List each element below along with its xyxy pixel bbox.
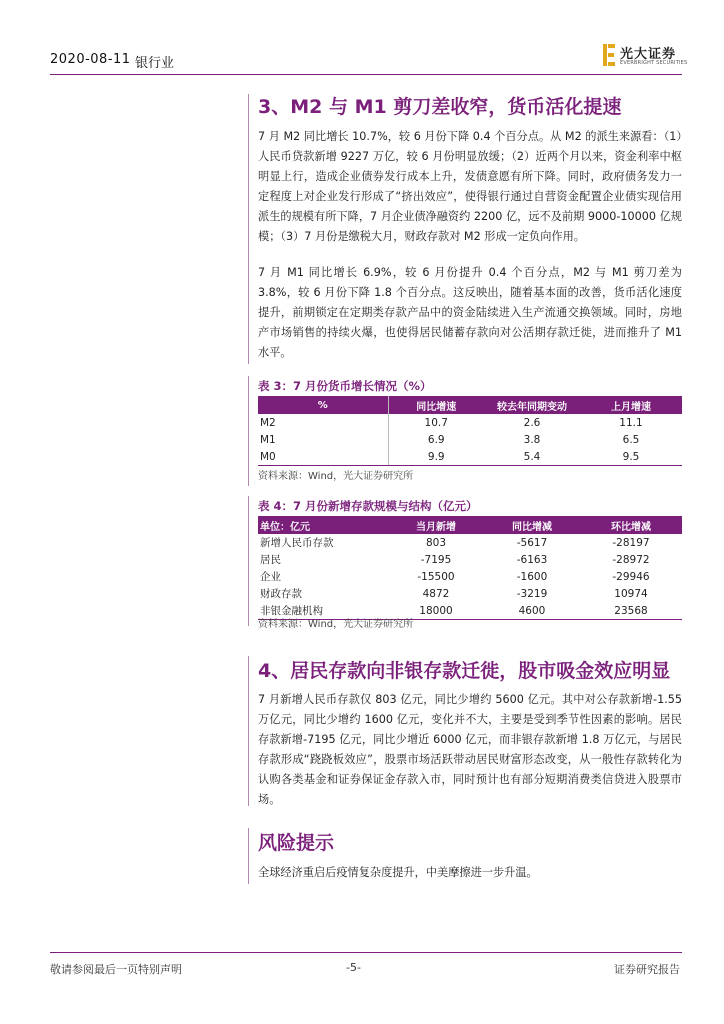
section-3-title: 3、M2 与 M1 剪刀差收窄，货币活化提速 bbox=[258, 96, 622, 118]
table-row bbox=[258, 568, 682, 585]
logo-subtitle: EVERBRIGHT SECURITIES bbox=[620, 60, 688, 66]
table-header-cell: 较去年同期变动 bbox=[484, 396, 580, 414]
row-label: 企业 bbox=[260, 571, 281, 583]
table-4-title: 表 4：7 月份新增存款规模与结构（亿元） bbox=[258, 499, 478, 513]
table-header-cell: 当月新增 bbox=[388, 516, 484, 534]
table-cell: 10974 bbox=[614, 587, 648, 600]
table-row bbox=[258, 448, 682, 466]
table-cell: 803 bbox=[425, 536, 447, 549]
table-cell: 6.9 bbox=[427, 433, 445, 446]
risk-rule bbox=[248, 828, 249, 884]
risk-paragraph: 全球经济重启后疫情复杂度提升，中美摩擦进一步升温。 bbox=[258, 866, 538, 879]
report-date: 2020-08-11 bbox=[50, 52, 131, 67]
table-cell: -3219 bbox=[516, 587, 548, 600]
table-header-row bbox=[258, 516, 682, 534]
footer-disclaimer: 敬请参阅最后一页特别声明 bbox=[50, 963, 182, 976]
logo-mark-icon bbox=[603, 44, 615, 66]
table-cell: 10.7 bbox=[424, 416, 448, 429]
table-row bbox=[258, 585, 682, 602]
row-label: M2 bbox=[258, 414, 388, 431]
table-header-cell: % bbox=[258, 396, 388, 414]
table-header-cell: 单位：亿元 bbox=[258, 516, 388, 534]
table-cell: -5617 bbox=[516, 536, 548, 549]
section-3-rule bbox=[248, 94, 249, 364]
table-cell: 9.5 bbox=[580, 448, 682, 466]
table-cell: -1600 bbox=[516, 570, 548, 583]
table-cell: 4600 bbox=[484, 602, 580, 620]
table-cell: 11.1 bbox=[619, 416, 643, 429]
table-row bbox=[258, 414, 682, 431]
table-row bbox=[258, 431, 682, 448]
table-4-rule bbox=[248, 496, 249, 626]
table-cell: -28972 bbox=[612, 553, 650, 566]
section-4-paragraph-1: 7 月新增人民币存款仅 803 亿元，同比少增约 5600 亿元。其中对公存款新增-1.55 万亿元，同比少增约 1600 亿元，变化并不大，主要是受到季节性因素的影响。居民存款新增-7195 亿元，同比少增近 6000 亿元，而非银存款新增 1.8 万亿元，与居民存款形成“跷跷板效应”，股票市场活跃带动居民财富形态改变，从一般性存款转化为认购各类基金和证券保证金存款入市，同时预计也有部分短期消费类信贷进入股票市场。 bbox=[258, 693, 682, 806]
row-label: 非银金融机构 bbox=[258, 602, 388, 620]
footer-report-type: 证券研究报告 bbox=[614, 963, 680, 976]
table-cell: 9.9 bbox=[388, 448, 484, 466]
table-cell: 6.5 bbox=[622, 433, 640, 446]
table-header-cell: 同比增速 bbox=[388, 396, 484, 414]
table-4-source: 资料来源：Wind，光大证券研究所 bbox=[258, 619, 414, 630]
company-logo bbox=[603, 42, 688, 72]
section-3-paragraph-2: 7 月 M1 同比增长 6.9%，较 6 月份提升 0.4 个百分点，M2 与 M1 剪刀差为 3.8%，较 6 月份下降 1.8 个百分点。这反映出，随着基本面的改善，货币活化速度提升，前期锁定在定期类存款产品中的资金陆续进入生产流通交换领域。同时，房地产市场销售的持续火爆，也使得居民储蓄存款向对公活期存款迁徙，进而推升了 M1 水平。 bbox=[258, 266, 682, 359]
table-header-cell: 同比增减 bbox=[484, 516, 580, 534]
footer-divider bbox=[50, 952, 682, 953]
table-header-cell: 环比增减 bbox=[580, 516, 682, 534]
table-3-rule bbox=[248, 376, 249, 486]
table-cell: 4872 bbox=[422, 587, 450, 600]
section-4-rule bbox=[248, 656, 249, 806]
table-cell: -28197 bbox=[612, 536, 650, 549]
row-label: 居民 bbox=[260, 554, 281, 566]
table-cell: -15500 bbox=[417, 570, 455, 583]
row-label: M0 bbox=[258, 448, 388, 466]
row-label: 财政存款 bbox=[260, 588, 302, 600]
table-cell: -6163 bbox=[516, 553, 548, 566]
table-row bbox=[258, 551, 682, 568]
table-3-source: 资料来源：Wind，光大证券研究所 bbox=[258, 471, 414, 482]
header-divider bbox=[50, 74, 682, 75]
table-3 bbox=[258, 396, 682, 466]
section-3-paragraph-1: 7 月 M2 同比增长 10.7%，较 6 月份下降 0.4 个百分点。从 M2 的派生来源看：（1）人民币贷款新增 9227 万亿，较 6 月份明显放缓；（2）近两个月以来，资金利率中枢明显上行，造成企业债券发行成本上升，发债意愿有所下降。同时，政府债务发力一定程度上对企业发行形成了“挤出效应”，使得银行通过自营资金配置企业债实现信用派生的规模有所下降，7 月企业债净融资约 2200 亿，远不及前期 9000-10000 亿规模；（3）7 月份是缴税大月，财政存款对 M2 形成一定负向作用。 bbox=[258, 130, 682, 243]
row-label: M1 bbox=[258, 431, 388, 448]
risk-title: 风险提示 bbox=[258, 832, 335, 854]
table-cell: 23568 bbox=[580, 602, 682, 620]
table-3-title: 表 3：7 月份货币增长情况（%） bbox=[258, 379, 432, 393]
table-4 bbox=[258, 516, 682, 620]
table-cell: 2.6 bbox=[523, 416, 541, 429]
table-cell: 5.4 bbox=[484, 448, 580, 466]
row-label: 新增人民币存款 bbox=[260, 537, 334, 549]
table-cell: 3.8 bbox=[523, 433, 541, 446]
sector-label: 银行业 bbox=[135, 56, 175, 71]
page-number: -5- bbox=[346, 961, 361, 974]
table-header-row bbox=[258, 396, 682, 414]
logo-name: 光大证券 bbox=[620, 47, 677, 62]
table-row bbox=[258, 534, 682, 551]
table-header-cell: 上月增速 bbox=[580, 396, 682, 414]
table-cell: -7195 bbox=[420, 553, 452, 566]
table-cell: -29946 bbox=[612, 570, 650, 583]
table-cell: 18000 bbox=[388, 602, 484, 620]
section-4-title: 4、居民存款向非银存款迁徙，股市吸金效应明显 bbox=[258, 660, 671, 682]
